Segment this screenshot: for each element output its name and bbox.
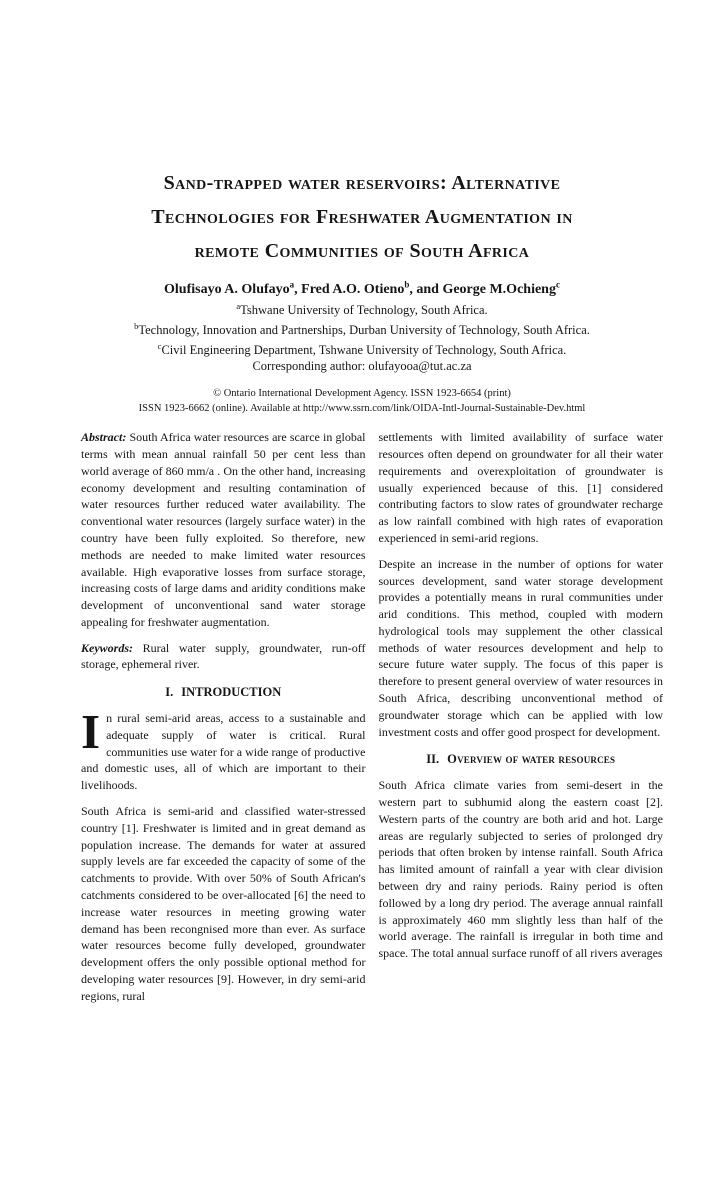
paper-title-line1: Sand-trapped water reservoirs: Alternative	[163, 172, 561, 194]
author-3: George M.Ochieng$^c$	[442, 279, 560, 297]
body-columns	[81, 429, 663, 1014]
authors-line	[0, 279, 724, 298]
right-column	[379, 429, 664, 1014]
author-1: Olufisayo A. Olufayo$^a$,	[164, 279, 302, 297]
affiliation-b: $^b$Technology, Innovation and Partnerships, Durban University of Technology, South Africa.	[134, 320, 590, 337]
drop-cap: I	[81, 704, 101, 760]
abstract-label: Abstract:	[81, 430, 127, 445]
copyright-block	[0, 386, 724, 416]
abstract-paragraph	[81, 429, 366, 631]
author-2-affiliation-mark: b	[404, 279, 410, 289]
abstract-text: South Africa water resources are scarce in global terms with mean annual rainfall 50 per cent less than world average of 860 mm/a . On the other hand, increasing economy development and resulting contamination of water resources further reduced water availability. The conventional water resources (largely surface water) in the country have been fully exploited. So therefore, new methods are needed to make limited water resources available. High evaporative losses from surface storage, increasing costs of large dams and aridity conditions make development of unconventional sand water storage appealing for freshwater augmentation.	[81, 430, 366, 629]
author-3-affiliation-mark: c	[555, 279, 560, 289]
introduction-paragraph-1-text: n rural semi-arid areas, access to a sustainable and adequate supply of water is critical. Rural communities use water for a wide range of productive and domestic uses, all of which are important to their livelihoods.	[81, 711, 366, 793]
section-heading-introduction: I. INTRODUCTION	[165, 685, 282, 700]
paper-title	[40, 166, 684, 268]
keywords-paragraph	[81, 640, 366, 674]
paper-title-line3: remote Communities of South Africa	[194, 240, 530, 262]
affiliations-block	[0, 298, 724, 374]
section-heading-overview: II. Overview of water resources	[426, 752, 616, 767]
copyright-line1: © Ontario International Development Agency. ISSN 1923-6654 (print)	[213, 388, 511, 400]
author-2: Fred A.O. Otieno$^b$, and	[301, 279, 443, 297]
keywords-text: Rural water supply, groundwater, run-off storage, ephemeral river.	[81, 640, 366, 672]
copyright-line2: ISSN 1923-6662 (online). Available at http://www.ssrn.com/link/OIDA-Intl-Journal-Sustainable-Dev.html	[138, 403, 586, 415]
paper-title-line2: Technologies for Freshwater Augmentation in	[151, 206, 573, 228]
introduction-paragraph-2: South Africa is semi-arid and classified water-stressed country [1]. Freshwater is limited and in great demand as population increase. The demands for water at assured supply levels are far exceeded the capacity of some of the catchments to provide. With over 50% of South African's catchments considered to be over-allocated [6] the need to increase water resources in meeting growing water demand has been recongnised more than ever. As surface water resources become fully developed, groundwater development offers the only possible optional method for developing water resources [9]. However, in dry semi-arid regions, rural	[81, 804, 366, 1003]
introduction-paragraph-1	[81, 704, 366, 794]
right-paragraph-3: South Africa climate varies from semi-desert in the western part to subhumid along the eastern coast [2]. Western parts of the country are both arid and hot. Large areas are regularly subjected to series of prolonged dry periods that often broken by intense rainfall. South Africa has limited amount of rainfall a year with clear division between dry and rainy periods. Rainy period is often followed by a long dry period. The average annual rainfall is approximately 460 mm slightly less than half of the world average. The rainfall is irregular in both time and space. The total annual surface runoff of all rivers averages	[378, 778, 663, 961]
right-paragraph-2: Despite an increase in the number of options for water sources development, sand water storage development provides a potentially means in rural communities under arid conditions. This method, coupled with modern hydrological tools may supplement the other classical methods of water resources development and help to secure future water supply. The focus of this paper is therefore to present general overview of water resources in South Africa, describing unconventional method of groundwater storage which can be applied with low investment costs and offer good prospect for development.	[378, 556, 663, 739]
keywords-label: Keywords:	[81, 640, 133, 655]
corresponding-author: Corresponding author: olufayooa@tut.ac.za	[252, 359, 472, 374]
affiliation-c: $^c$Civil Engineering Department, Tshwane University of Technology, South Africa.	[157, 340, 567, 358]
affiliation-a: $^a$Tshwane University of Technology, South Africa.	[236, 300, 488, 317]
right-paragraph-1: settlements with limited availability of surface water resources often depend on groundwater for all their water requirements and overexploitation of groundwater is usually experienced because of this. [1] considered contributing factors to slow rates of groundwater recharge as low rainfall combined with high rates of evaporation experienced in semi-arid regions.	[378, 430, 663, 545]
document-page	[0, 166, 724, 1190]
left-column	[81, 429, 366, 1014]
author-1-affiliation-mark: a	[289, 279, 295, 289]
